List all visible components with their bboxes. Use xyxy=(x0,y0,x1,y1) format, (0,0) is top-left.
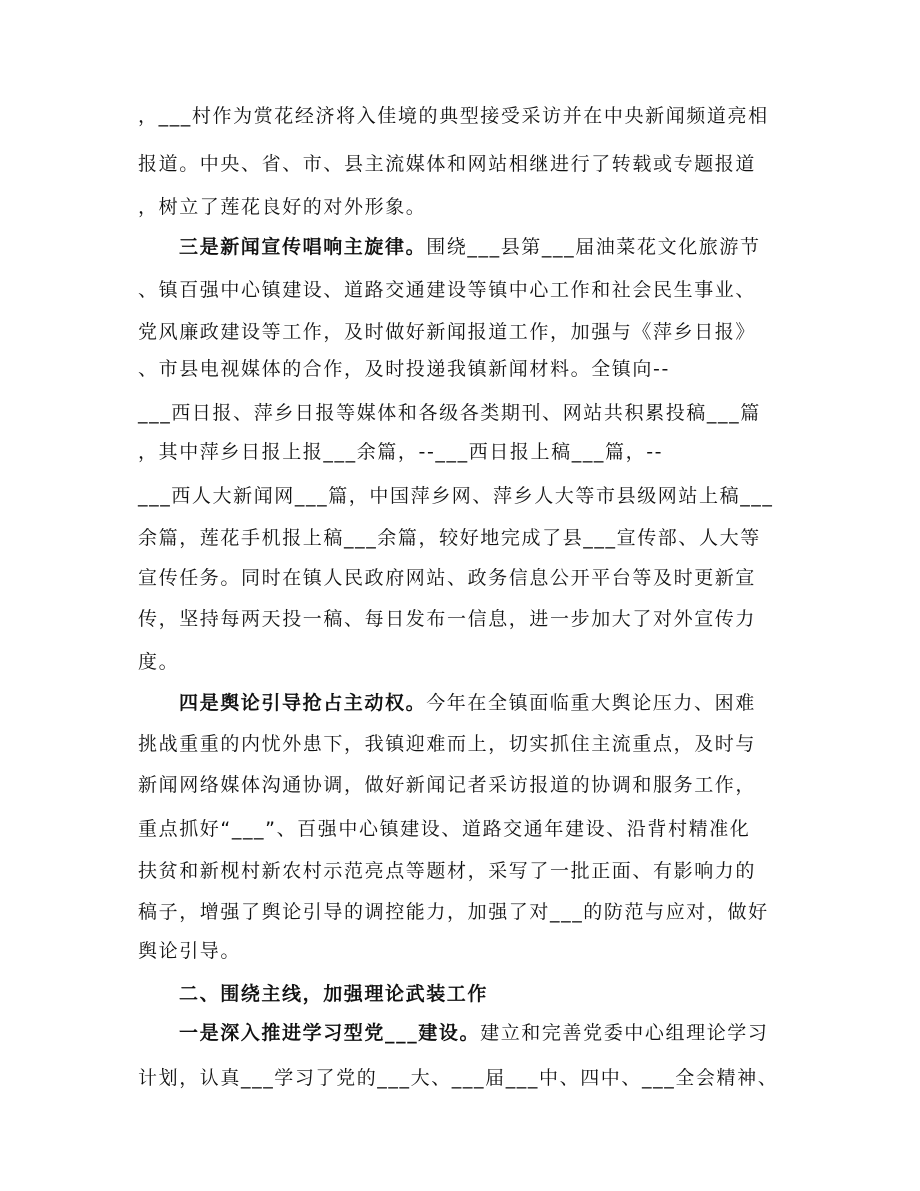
text-line: 稿子，增强了舆论引导的调控能力，加强了对___的防范与应对，做好 xyxy=(138,901,769,923)
text-line: 报道。中央、省、市、县主流媒体和网站相继进行了转载或专题报道 xyxy=(138,153,757,175)
section-heading: 二、围绕主线，加强理论武装工作 xyxy=(179,983,489,1005)
text-line: 重点抓好“___”、百强中心镇建设、道路交通年建设、沿背村精准化 xyxy=(138,818,751,840)
text-line: 新闻网络媒体沟通协调，做好新闻记者采访报道的协调和服务工作， xyxy=(138,774,757,796)
text-line: ___西人大新闻网___篇，中国萍乡网、萍乡人大等市县级网站上稿___ xyxy=(138,485,774,507)
text-line: 宣传任务。同时在镇人民政府网站、政务信息公开平台等及时更新宣 xyxy=(138,567,757,589)
paragraph-text: 今年在全镇面临重大舆论压力、困难 xyxy=(426,692,756,714)
text-line: ，___村作为赏花经济将入佳境的典型接受采访并在中央新闻频道亮相 xyxy=(138,105,769,127)
text-line: 余篇，莲花手机报上稿___余篇，较好地完成了县___宣传部、人大等 xyxy=(138,527,761,549)
paragraph-heading: 四是舆论引导抢占主动权。 xyxy=(179,692,427,714)
text-line: 舆论引导。 xyxy=(138,940,242,962)
text-line: 挑战重重的内忧外患下，我镇迎难而上，切实抓住主流重点，及时与 xyxy=(138,733,757,755)
text-line: 度。 xyxy=(138,651,180,673)
paragraph-first-line xyxy=(179,235,829,259)
text-line: ___西日报、萍乡日报等媒体和各级各类期刊、网站共积累投稿___篇 xyxy=(138,402,761,424)
text-line: 扶贫和新枧村新农村示范亮点等题材，采写了一批正面、有影响力的 xyxy=(138,860,757,882)
paragraph-heading: 一是深入推进学习型党___建设。 xyxy=(179,1022,481,1044)
paragraph-text: 建立和完善党委中心组理论学习 xyxy=(480,1022,769,1044)
text-line: ，其中萍乡日报上报___余篇，--___西日报上稿___篇，-- xyxy=(138,441,664,463)
text-line: 传，坚持每两天投一稿、每日发布一信息，进一步加大了对外宣传力 xyxy=(138,608,757,630)
paragraph-heading: 三是新闻宣传唱响主旋律。 xyxy=(179,236,427,258)
text-line: 计划，认真___学习了党的___大、___届___中、四中、___全会精神、 xyxy=(138,1067,779,1089)
text-line: 、市县电视媒体的合作，及时投递我镇新闻材料。全镇向-- xyxy=(138,358,670,380)
paragraph-first-line xyxy=(179,1021,829,1045)
text-line: 党风廉政建设等工作，及时做好新闻报道工作，加强与《萍乡日报》 xyxy=(138,321,757,343)
text-line: ，树立了莲花良好的对外形象。 xyxy=(138,196,427,218)
paragraph-first-line xyxy=(179,691,829,715)
paragraph-text: 围绕___县第___届油菜花文化旅游节 xyxy=(426,236,761,258)
text-line: 、镇百强中心镇建设、道路交通建设等镇中心工作和社会民生事业、 xyxy=(138,279,757,301)
